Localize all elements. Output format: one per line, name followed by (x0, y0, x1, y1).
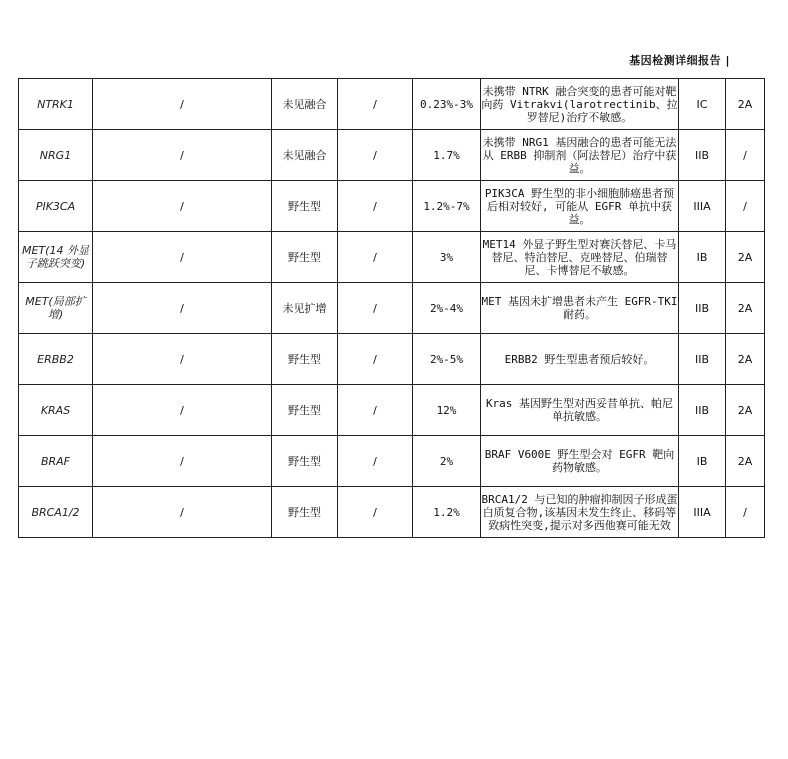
grade-cell: 2A (726, 385, 765, 436)
sample-cell: / (93, 385, 272, 436)
table-row (19, 334, 765, 385)
gene-name: NTRK1 (19, 79, 93, 130)
evidence-level-cell: IIIA (679, 181, 726, 232)
table-row (19, 130, 765, 181)
description-cell: 未携带 NTRK 融合突变的患者可能对靶向药 Vitrakvi(larotrectinib、拉罗替尼)治疗不敏感。 (481, 79, 679, 130)
evidence-level-cell: IIB (679, 130, 726, 181)
grade-cell: 2A (726, 79, 765, 130)
frequency-cell: 1.2%-7% (413, 181, 481, 232)
sample-cell: / (93, 79, 272, 130)
evidence-level-cell: IB (679, 436, 726, 487)
frequency-cell: 3% (413, 232, 481, 283)
evidence-level-cell: IIB (679, 283, 726, 334)
frequency-cell: 2% (413, 436, 481, 487)
sample-cell: / (93, 436, 272, 487)
description-cell: Kras 基因野生型对西妥昔单抗、帕尼单抗敏感。 (481, 385, 679, 436)
gene-results-table (18, 78, 765, 538)
table-row (19, 283, 765, 334)
result-cell: 野生型 (272, 181, 338, 232)
result-cell: 野生型 (272, 436, 338, 487)
result-cell: 野生型 (272, 334, 338, 385)
sample-cell: / (93, 232, 272, 283)
abundance-cell: / (338, 232, 413, 283)
description-cell: BRAF V600E 野生型会对 EGFR 靶向药物敏感。 (481, 436, 679, 487)
description-cell: 未携带 NRG1 基因融合的患者可能无法从 ERBB 抑制剂（阿法替尼）治疗中获益。 (481, 130, 679, 181)
frequency-cell: 2%-4% (413, 283, 481, 334)
gene-name: ERBB2 (19, 334, 93, 385)
result-cell: 野生型 (272, 487, 338, 538)
table-row (19, 79, 765, 130)
result-cell: 未见融合 (272, 130, 338, 181)
abundance-cell: / (338, 130, 413, 181)
grade-cell: / (726, 181, 765, 232)
table-row (19, 436, 765, 487)
sample-cell: / (93, 130, 272, 181)
table-row (19, 232, 765, 283)
grade-cell: 2A (726, 334, 765, 385)
grade-cell: / (726, 487, 765, 538)
report-header-title: 基因检测详细报告 | (629, 54, 730, 67)
result-cell: 未见扩增 (272, 283, 338, 334)
result-cell: 野生型 (272, 232, 338, 283)
gene-name: NRG1 (19, 130, 93, 181)
evidence-level-cell: IIB (679, 385, 726, 436)
frequency-cell: 1.2% (413, 487, 481, 538)
grade-cell: / (726, 130, 765, 181)
frequency-cell: 1.7% (413, 130, 481, 181)
grade-cell: 2A (726, 436, 765, 487)
frequency-cell: 2%-5% (413, 334, 481, 385)
abundance-cell: / (338, 334, 413, 385)
grade-cell: 2A (726, 232, 765, 283)
gene-name: MET(14 外显子跳跃突变) (19, 232, 93, 283)
table-row (19, 385, 765, 436)
abundance-cell: / (338, 385, 413, 436)
gene-name: BRCA1/2 (19, 487, 93, 538)
abundance-cell: / (338, 79, 413, 130)
sample-cell: / (93, 487, 272, 538)
sample-cell: / (93, 283, 272, 334)
abundance-cell: / (338, 283, 413, 334)
gene-name: BRAF (19, 436, 93, 487)
evidence-level-cell: IC (679, 79, 726, 130)
description-cell: MET 基因未扩增患者未产生 EGFR-TKI 耐药。 (481, 283, 679, 334)
gene-name: MET(局部扩增) (19, 283, 93, 334)
gene-name: PIK3CA (19, 181, 93, 232)
description-cell: BRCA1/2 与已知的肿瘤抑制因子形成蛋白质复合物,该基因未发生终止、移码等致病性突变,提示对多西他赛可能无效 (481, 487, 679, 538)
evidence-level-cell: IIIA (679, 487, 726, 538)
abundance-cell: / (338, 436, 413, 487)
abundance-cell: / (338, 181, 413, 232)
grade-cell: 2A (726, 283, 765, 334)
sample-cell: / (93, 181, 272, 232)
frequency-cell: 12% (413, 385, 481, 436)
abundance-cell: / (338, 487, 413, 538)
result-cell: 未见融合 (272, 79, 338, 130)
gene-name: KRAS (19, 385, 93, 436)
description-cell: MET14 外显子野生型对赛沃替尼、卡马替尼、特泊替尼、克唑替尼、伯瑞替尼、卡博替尼不敏感。 (481, 232, 679, 283)
evidence-level-cell: IB (679, 232, 726, 283)
evidence-level-cell: IIB (679, 334, 726, 385)
table-row (19, 181, 765, 232)
result-cell: 野生型 (272, 385, 338, 436)
table-row (19, 487, 765, 538)
frequency-cell: 0.23%-3% (413, 79, 481, 130)
sample-cell: / (93, 334, 272, 385)
description-cell: ERBB2 野生型患者预后较好。 (481, 334, 679, 385)
description-cell: PIK3CA 野生型的非小细胞肺癌患者预后相对较好, 可能从 EGFR 单抗中获益。 (481, 181, 679, 232)
